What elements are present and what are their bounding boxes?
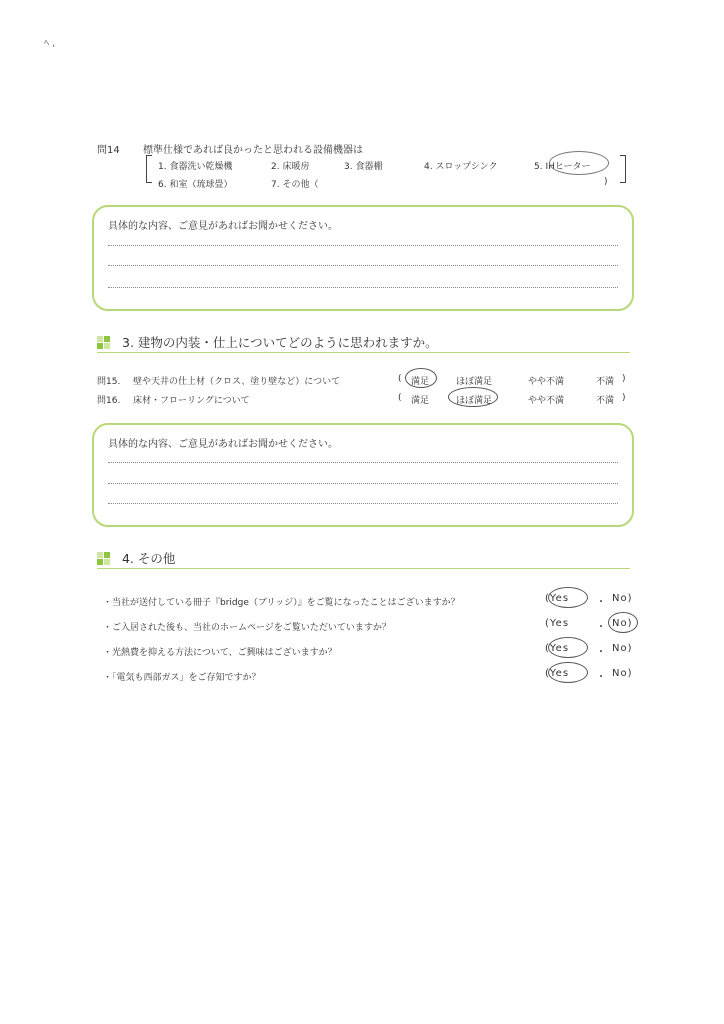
q15-option-satisfied[interactable]: 満足 [411,377,430,387]
s4-q3-yes[interactable]: (Yes [545,643,570,654]
comment-line[interactable] [108,483,618,484]
q15-number: 問15. [97,377,121,387]
s4-q1-selected-circle [548,587,588,608]
q16-selected-circle [448,387,498,407]
section4-title: 4. その他 [122,551,176,566]
q16-option-dissatisfied[interactable]: 不満 [596,396,615,406]
s4-q1-no[interactable]: No) [612,593,633,604]
s4-q2-text: ・ご入居された後も、当社のホームページをご覧いただいていますか？ [103,623,391,633]
q15-selected-circle [405,368,437,388]
s4-q1-yes[interactable]: (Yes [545,593,570,604]
section3-square-4 [104,343,110,349]
q16-close-paren: ) [622,393,626,403]
corner-marks: ﾍ , [44,38,56,49]
comment-line[interactable] [108,265,618,266]
q15-open-paren: ( [398,374,402,384]
section3-square-2 [104,336,110,342]
comment-line[interactable] [108,503,618,504]
q15-close-paren: ) [622,374,626,384]
q14-option-6[interactable]: 6. 和室（琉球畳） [158,180,233,190]
section3-title: 3. 建物の内装・仕上についてどのように思われますか。 [122,335,438,350]
section4-square-4 [104,559,110,565]
s4-q4-selected-circle [548,662,588,683]
s4-q4-text: ・「電気も西部ガス」をご存知ですか？ [103,673,261,683]
q14-option-1[interactable]: 1. 食器洗い乾燥機 [158,162,233,172]
q14-option-3[interactable]: 3. 食器棚 [344,162,383,172]
s4-q1-dot: ・ [596,597,607,608]
s4-q1-text: ・当社が送付している冊子『bridge（ブリッジ）』をご覧になったことはございますか？ [103,598,460,608]
s4-q3-no[interactable]: No) [612,643,633,654]
s4-q3-selected-circle [548,637,588,658]
section4-square-2 [104,552,110,558]
q14-option-2[interactable]: 2. 床暖房 [271,162,310,172]
s4-q3-text: ・光熱費を抑える方法について、ご興味はございますか？ [103,648,337,658]
s4-q4-dot: ・ [596,672,607,683]
comment-prompt-1: 具体的な内容、ご意見があればお聞かせください。 [108,221,338,232]
q15-text: 壁や天井の仕上材（クロス、塗り壁など）について [133,377,341,387]
comment-box-1 [92,205,634,311]
q16-option-satisfied[interactable]: 満足 [411,396,430,406]
s4-q2-no[interactable]: No) [612,618,633,629]
section4-rule [97,568,630,569]
q14-option-4[interactable]: 4. スロップシンク [424,162,498,172]
q14-left-bracket [146,155,152,183]
q14-option-5-hand-circle [549,151,609,175]
q16-open-paren: ( [398,393,402,403]
s4-q2-yes[interactable]: (Yes [545,618,570,629]
s4-q2-selected-circle [608,612,638,633]
q15-option-dissatisfied[interactable]: 不満 [596,377,615,387]
q16-option-somewhat[interactable]: やや不満 [528,396,565,406]
section4-square-1 [97,552,103,558]
q14-option-5[interactable]: 5. IHヒーター [534,162,591,172]
section3-square-1 [97,336,103,342]
q16-number: 問16. [97,396,121,406]
section3-rule [97,352,630,353]
q14-option-7[interactable]: 7. その他（ [271,180,319,190]
comment-line[interactable] [108,462,618,463]
s4-q4-no[interactable]: No) [612,668,633,679]
s4-q4-yes[interactable]: (Yes [545,668,570,679]
q15-option-somewhat[interactable]: やや不満 [528,377,565,387]
q14-number: 問14 [97,145,120,156]
q16-text: 床材・フローリングについて [133,396,250,406]
section4-square-3 [97,559,103,565]
q14-right-bracket [620,155,626,183]
q14-text: 標準仕様であれば良かったと思われる設備機器は [143,145,363,156]
q14-close-paren: ) [604,177,608,187]
comment-box-2 [92,423,634,527]
s4-q2-dot: ・ [596,622,607,633]
comment-line[interactable] [108,245,618,246]
comment-line[interactable] [108,287,618,288]
comment-prompt-2: 具体的な内容、ご意見があればお聞かせください。 [108,439,338,450]
s4-q3-dot: ・ [596,647,607,658]
q16-option-mostly[interactable]: ほぼ満足 [456,396,493,406]
q15-option-mostly[interactable]: ほぼ満足 [456,377,493,387]
section3-square-3 [97,343,103,349]
